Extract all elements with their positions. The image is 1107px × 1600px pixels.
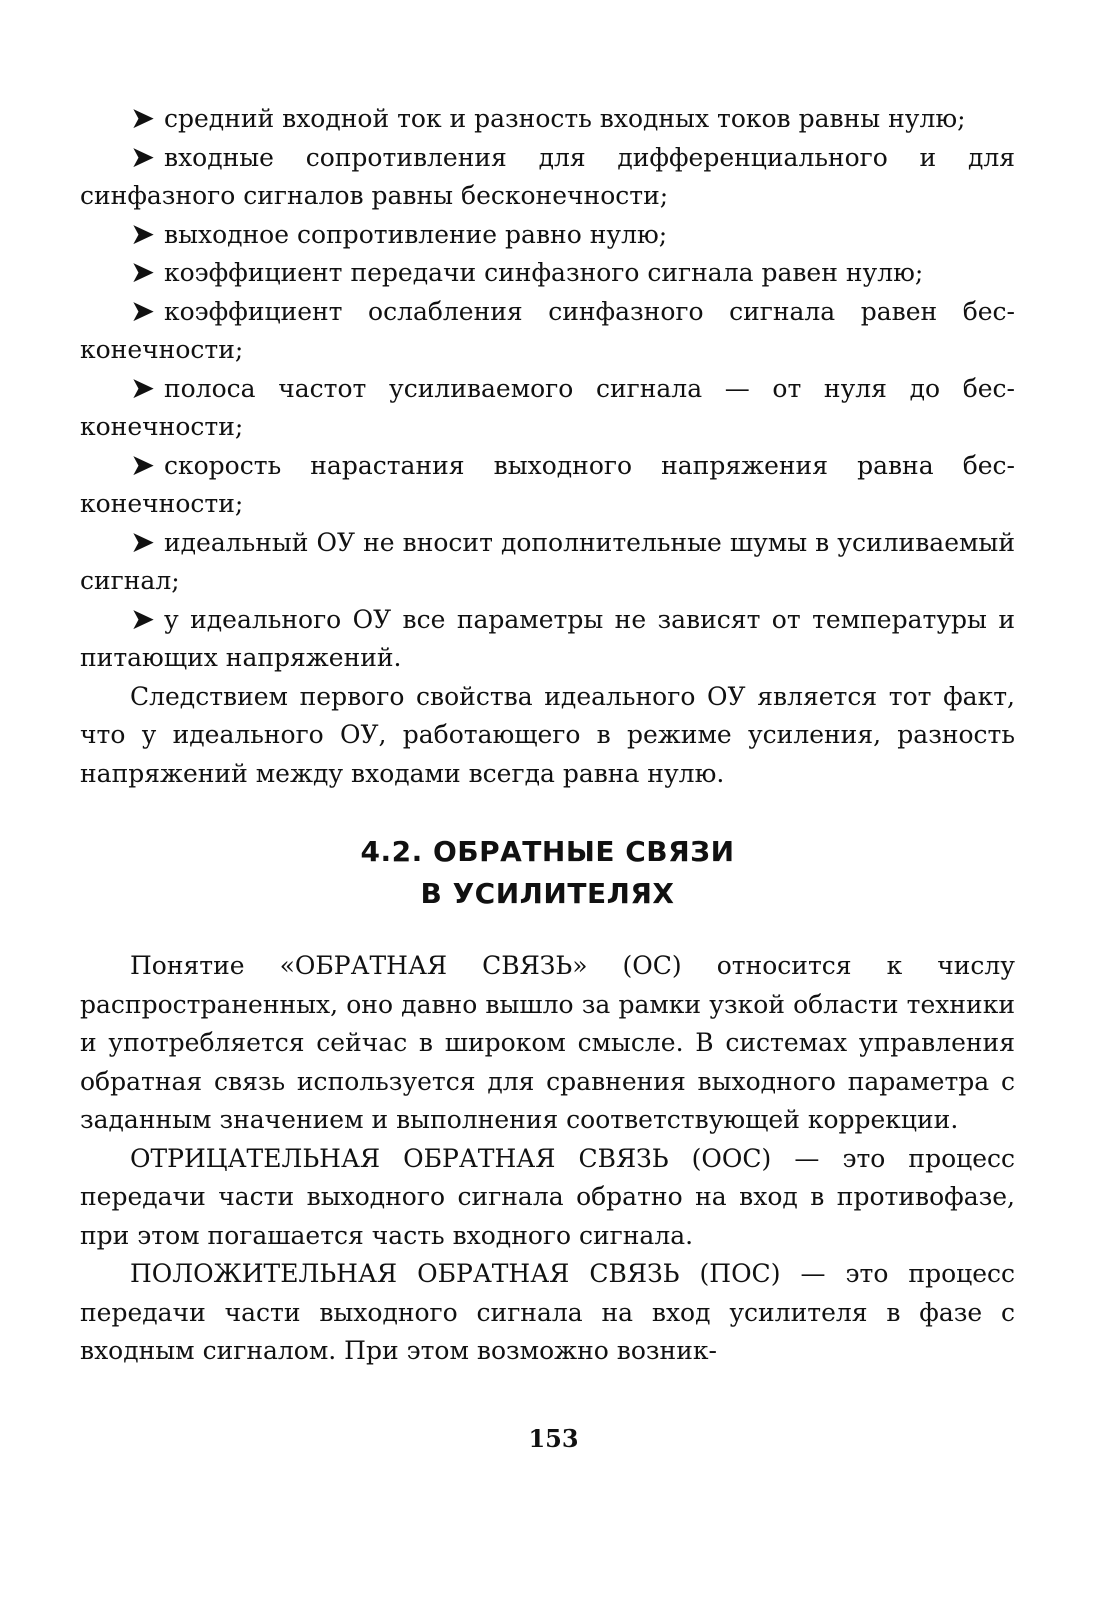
list-item <box>80 100 1015 139</box>
list-item <box>80 293 1015 370</box>
list-item <box>80 216 1015 255</box>
section-heading-line-2: В УСИЛИТЕЛЯХ <box>420 877 675 910</box>
list-item-text: скорость нарастания выходного напряжения равна бесконечности; <box>80 450 1015 518</box>
ideal-opamp-properties-list <box>80 100 1015 678</box>
list-item <box>80 601 1015 678</box>
list-item-text: коэффициент передачи синфазного сигнала равен нулю; <box>164 258 924 287</box>
list-item-text: входные сопротивления для дифференциального и для синфазного сигналов равны бесконечности; <box>80 142 1015 210</box>
arrow-right-icon: ➤ <box>130 447 156 483</box>
arrow-right-icon: ➤ <box>130 370 156 406</box>
list-item <box>80 447 1015 524</box>
positive-feedback-paragraph: ПОЛОЖИТЕЛЬНАЯ ОБРАТНАЯ СВЯЗЬ (ПОС) — это процесс передачи части выходного сигнала на вход усилителя в фазе с входным сигналом. При этом возможно возник- <box>80 1259 1015 1365</box>
list-item-text: коэффициент ослабления синфазного сигнала равен бесконечности; <box>80 296 1015 364</box>
list-item <box>80 139 1015 216</box>
section-heading-line-1: 4.2. ОБРАТНЫЕ СВЯЗИ <box>360 835 735 868</box>
consequence-paragraph: Следствием первого свойства идеального ОУ является тот факт, что у идеального ОУ, работающего в режиме усиления, разность напряжений между входами всегда равна нулю. <box>80 681 1015 788</box>
arrow-right-icon: ➤ <box>130 524 156 560</box>
arrow-right-icon: ➤ <box>130 139 156 175</box>
arrow-right-icon: ➤ <box>130 293 156 329</box>
list-item <box>80 254 1015 293</box>
list-item-text: выходное сопротивление равно нулю; <box>164 219 668 249</box>
list-item-text: идеальный ОУ не вносит дополнительные шумы в усиливаемый сигнал; <box>80 527 1015 595</box>
arrow-right-icon: ➤ <box>130 255 156 290</box>
feedback-concept-paragraph: Понятие «ОБРАТНАЯ СВЯЗЬ» (ОС) относится к числу распространенных, оно давно вышло за рамки узкой области техники и употребляется сейчас в широком смысле. В системах управления обратная связь используется для сравнения выходного параметра с заданным значением и выполнения соответствующей коррекции. <box>80 951 1015 1134</box>
page-number: 153 <box>528 1424 579 1453</box>
arrow-right-icon: ➤ <box>130 216 156 252</box>
arrow-right-icon: ➤ <box>130 601 156 637</box>
list-item-text: у идеального ОУ все параметры не зависят от температуры и питающих напряжений. <box>80 604 1015 672</box>
list-item <box>80 524 1015 601</box>
list-item-text: средний входной ток и разность входных токов равны нулю; <box>164 104 966 133</box>
arrow-right-icon: ➤ <box>130 101 156 136</box>
negative-feedback-paragraph: ОТРИЦАТЕЛЬНАЯ ОБРАТНАЯ СВЯЗЬ (ООС) — это процесс передачи части выходного сигнала обратно на вход в противофазе, при этом погашается часть входного сигнала. <box>80 1143 1015 1250</box>
list-item <box>80 370 1015 447</box>
page-content <box>80 100 1015 1371</box>
section-heading <box>80 831 1015 915</box>
list-item-text: полоса частот усиливаемого сигнала — от нуля до бесконечности; <box>80 373 1015 441</box>
